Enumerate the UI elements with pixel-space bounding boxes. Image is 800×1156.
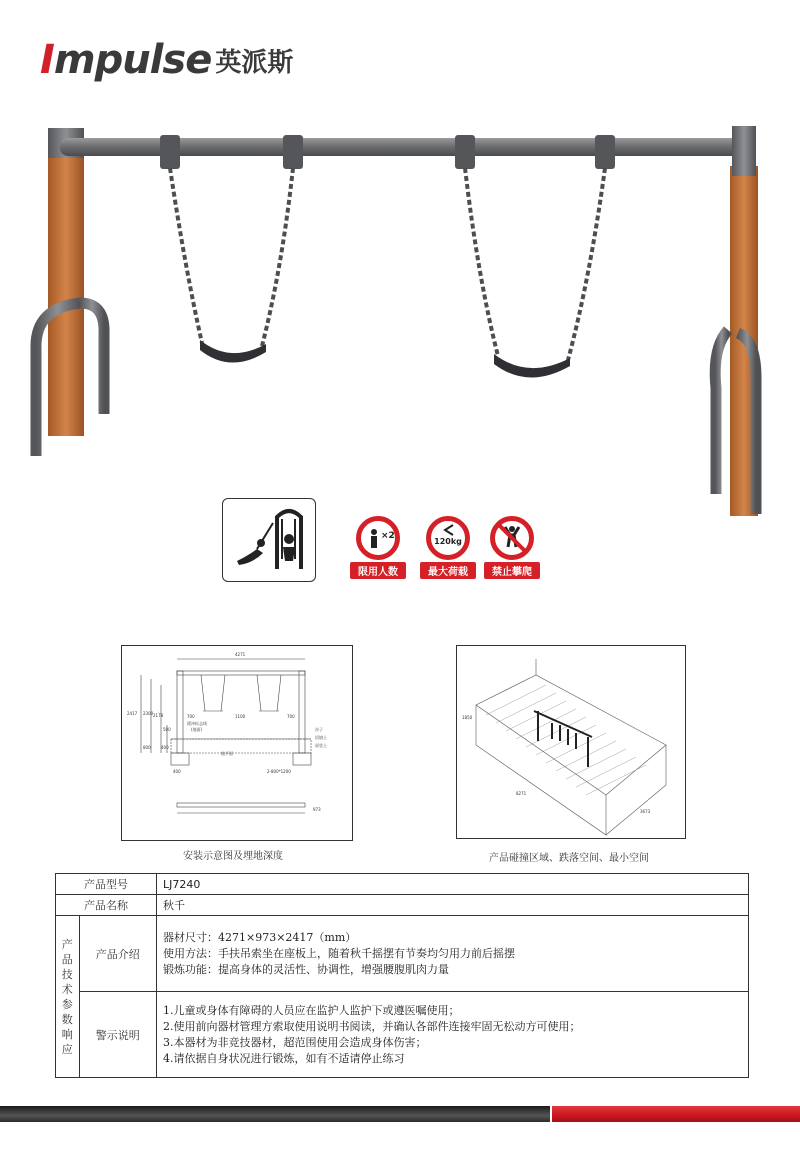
brand-logo <box>40 34 294 83</box>
max-users-sign <box>350 516 406 579</box>
intro-text <box>157 916 749 992</box>
backfill-label: 回填土 <box>315 735 327 740</box>
group-label: 产品技术参数响应 <box>56 916 80 1078</box>
dim-2417: 2417 <box>127 711 138 716</box>
intro-line: 器材尺寸：4271×973×2417（mm） <box>163 930 357 944</box>
base-soil-label: 原状土 <box>315 743 327 748</box>
no-climbing-label: 禁止攀爬 <box>484 562 540 579</box>
swing-product-image <box>20 118 780 528</box>
max-load-value: 120kg <box>434 537 462 546</box>
spec-table <box>55 873 749 1078</box>
dim-400v: 400 <box>161 745 169 750</box>
dim-2300: 2300 <box>143 711 154 716</box>
model-value: LJ7240 <box>157 874 749 895</box>
dim-400: 400 <box>173 769 181 774</box>
seat-line-note: (地面) <box>191 727 203 732</box>
safety-zone-diagram <box>456 645 686 839</box>
name-value: 秋千 <box>157 895 749 916</box>
footer-bar-dark <box>0 1106 550 1122</box>
installation-diagram <box>121 645 353 841</box>
intro-line: 使用方法：手扶吊索坐在座板上，随着秋千摇摆有节奏均匀用力前后摇摆 <box>163 946 515 960</box>
dim-700a: 700 <box>187 714 195 719</box>
safety-zone-caption: 产品碰撞区域、跌落空间、最小空间 <box>489 853 649 864</box>
warn-line: 1.儿童或身体有障碍的人员应在监护人监护下或遵医嘱使用； <box>163 1003 460 1017</box>
name-label: 产品名称 <box>56 895 157 916</box>
dim-700b: 700 <box>287 714 295 719</box>
safety-dim-a: 8271 <box>516 791 527 796</box>
max-users-label: 限用人数 <box>350 562 406 579</box>
warn-line: 4.请依据自身状况进行锻炼，如有不适请停止练习 <box>163 1051 405 1065</box>
warn-line: 2.使用前向器材管理方索取使用说明书阅读，并确认各部件连接牢固无松动方可使用； <box>163 1019 581 1033</box>
brand-name-en: Impulse <box>40 37 212 83</box>
max-load-sign <box>420 516 476 579</box>
footer-bar-red <box>552 1106 800 1122</box>
no-climbing-icon <box>495 521 529 555</box>
usage-illustration <box>222 498 316 582</box>
seat-line-label: 缓冲标志线 <box>187 721 207 726</box>
warn-line: 3.本器材为非竞技器材，超范围使用会造成身体伤害； <box>163 1035 427 1049</box>
dim-800: 800 <box>143 745 151 750</box>
warn-text <box>157 992 749 1078</box>
no-climbing-sign <box>484 516 540 579</box>
max-load-label: 最大荷载 <box>420 562 476 579</box>
installation-caption: 安装示意图及埋地深度 <box>183 851 283 862</box>
dim-500: 500 <box>163 727 171 732</box>
model-label: 产品型号 <box>56 874 157 895</box>
intro-label: 产品介绍 <box>79 916 156 992</box>
dim-width: 4271 <box>235 652 246 657</box>
max-users-count: ×2 <box>381 531 395 541</box>
dim-2178: 2178 <box>153 713 164 718</box>
safety-icons-row <box>222 498 540 582</box>
intro-line: 锻炼功能：提高身体的灵活性、协调性，增强腰腹肌肉力量 <box>163 962 449 976</box>
safety-dim-height: 1850 <box>462 715 473 720</box>
safety-dim-b: 3673 <box>640 809 651 814</box>
swing-user-icon <box>227 503 311 577</box>
warn-label: 警示说明 <box>79 992 156 1078</box>
dim-973: 973 <box>313 807 321 812</box>
brand-name-cn: 英派斯 <box>215 48 294 78</box>
footing-label: 2-800*1200 <box>267 769 291 774</box>
ground-label: 地平面 <box>221 751 233 756</box>
dim-1100: 1100 <box>235 714 246 719</box>
sand-label: 沙子 <box>315 727 323 732</box>
max-load-icon <box>443 524 457 536</box>
